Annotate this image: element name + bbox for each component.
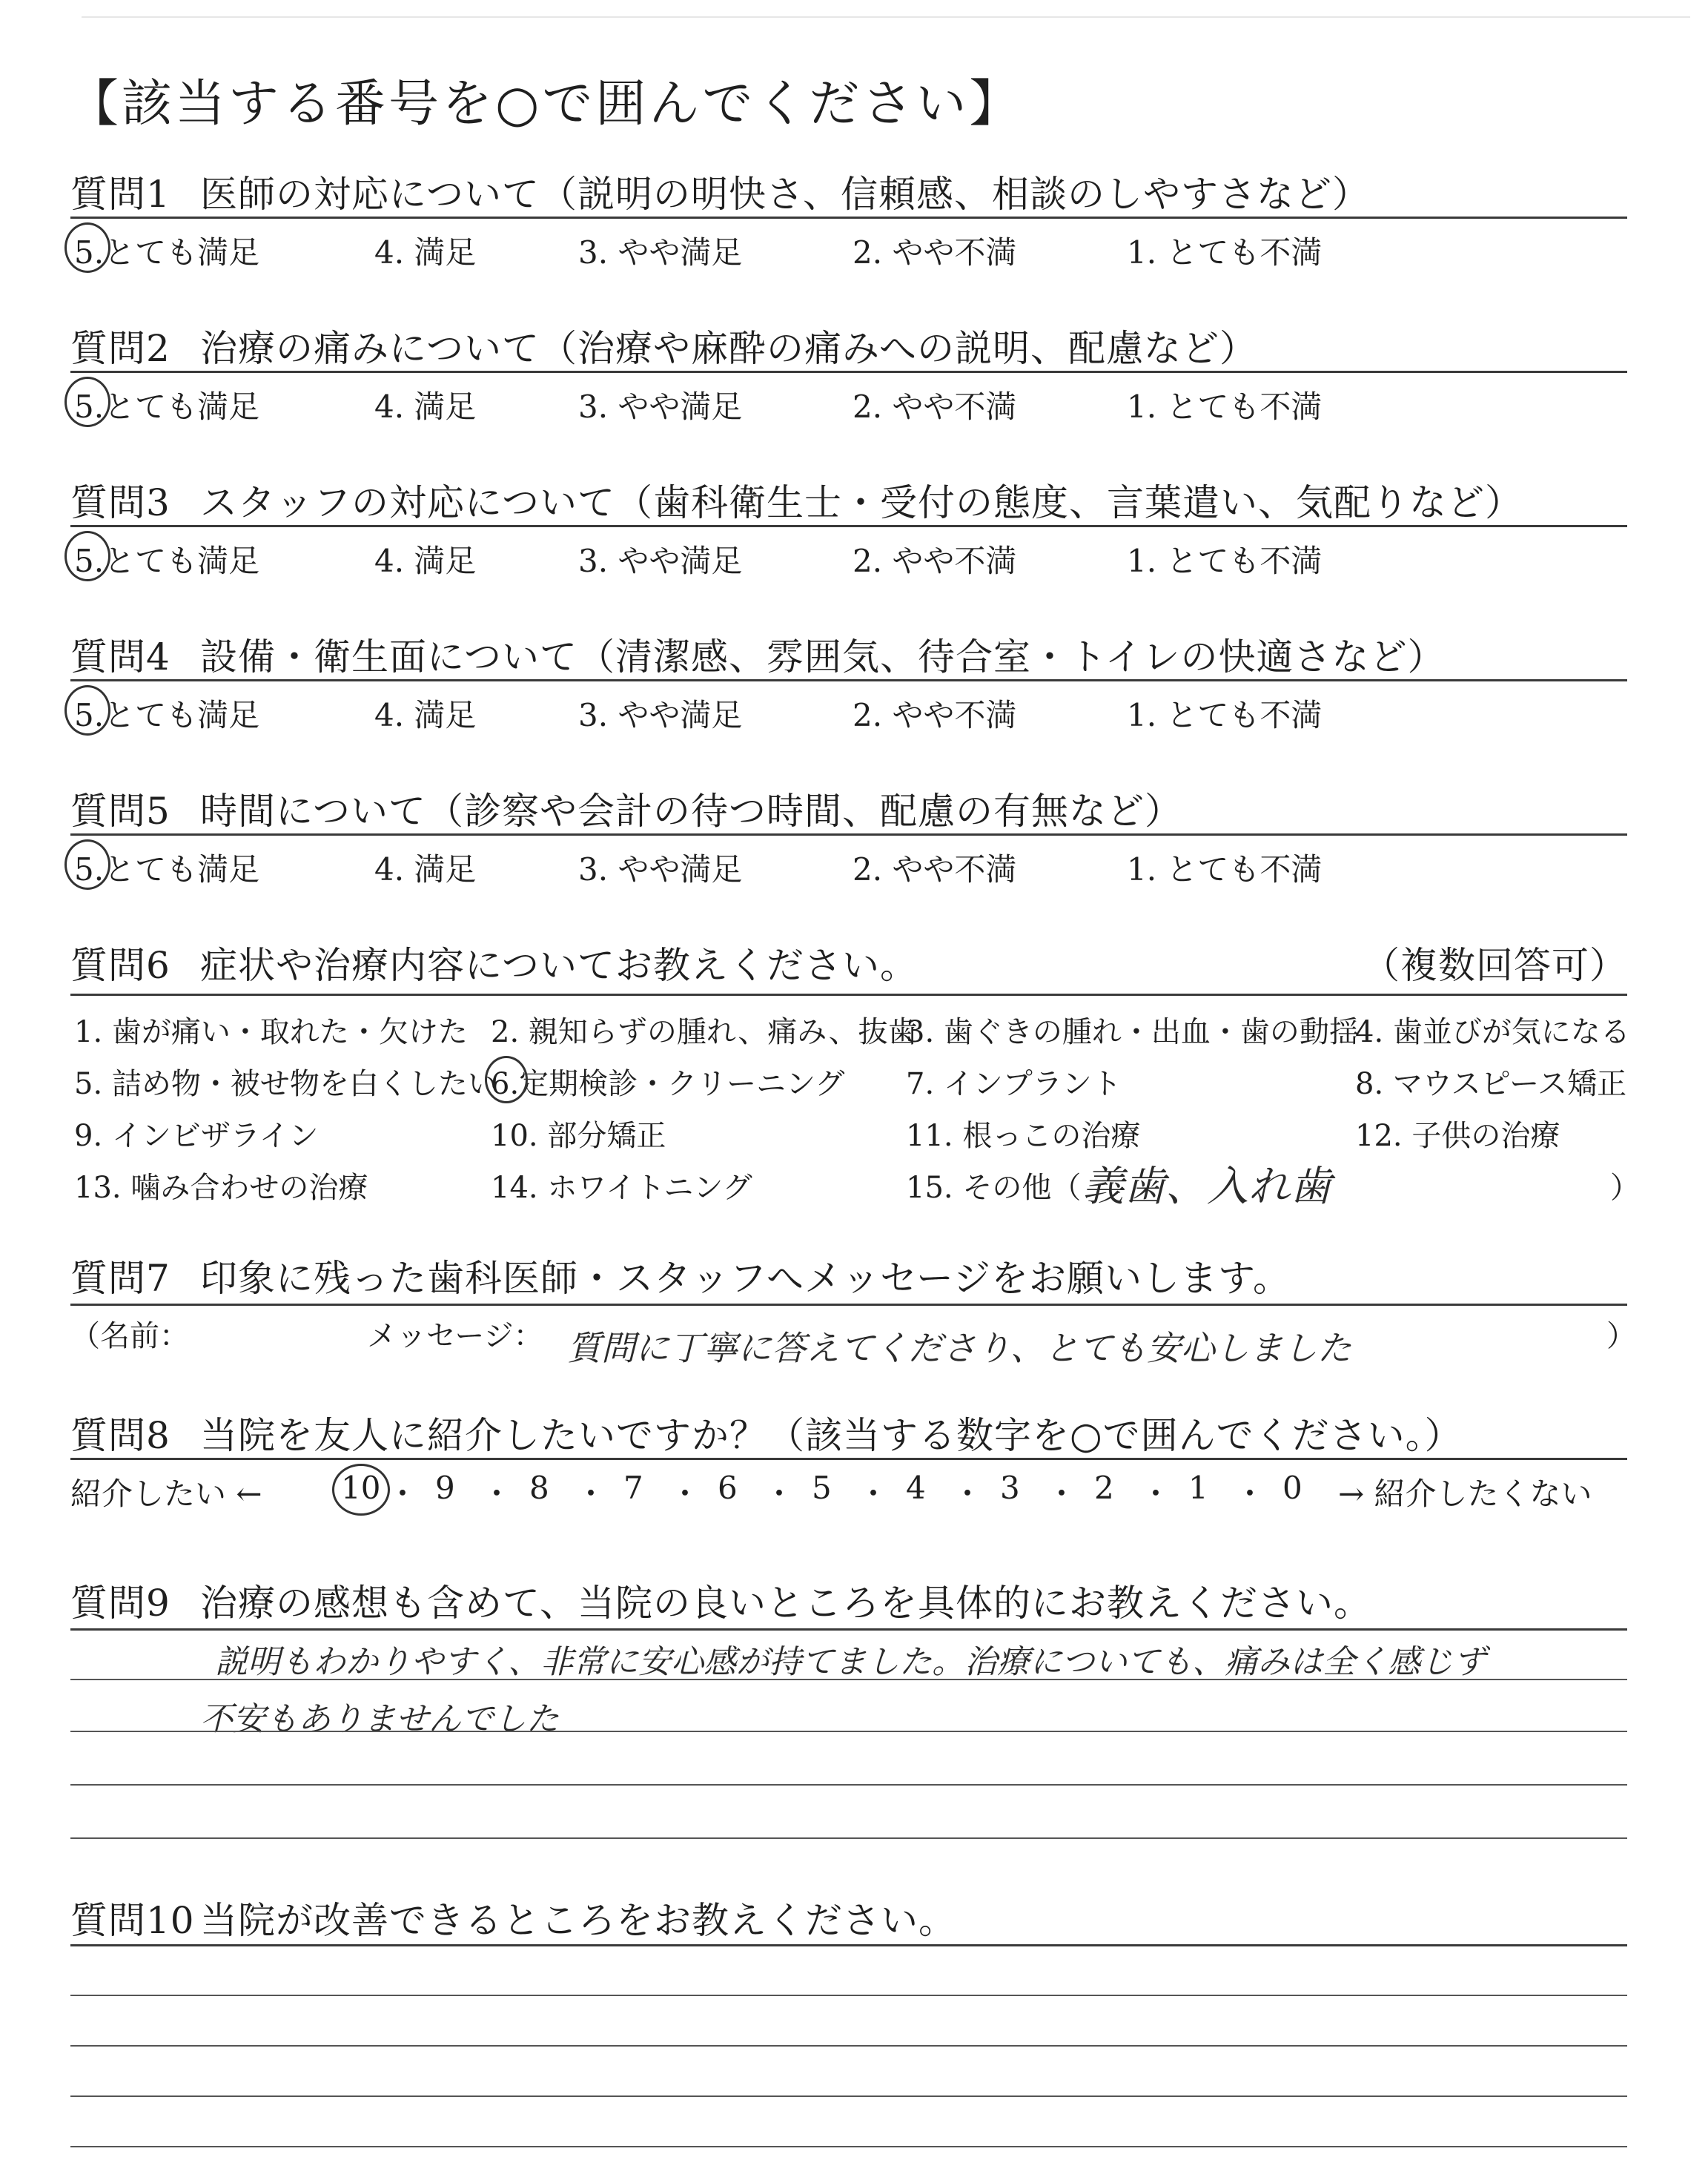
option-very-satisfied[interactable]: 5.とても満足 (74, 851, 260, 888)
question-text: 治療の痛みについて（治療や麻酔の痛みへの説明、配慮など） (200, 327, 1257, 370)
q6-option[interactable]: 2. 親知らずの腫れ、痛み、抜歯 (491, 1015, 918, 1049)
form-title: 【該当する番号を○で囲んでください】 (68, 75, 1023, 133)
answer-line (70, 2146, 1627, 2147)
question-10-rule (70, 1944, 1627, 1946)
scale-separator: ・ (481, 1476, 513, 1512)
selection-circle (64, 222, 110, 273)
q6-option[interactable]: 13. 噛み合わせの治療 (74, 1171, 368, 1205)
rating-option[interactable]: 3. やや満足 (578, 234, 743, 271)
question-9 (70, 1573, 1371, 1627)
q6-option[interactable]: 3. 歯ぐきの腫れ・出血・歯の動揺 (906, 1015, 1359, 1049)
question-number: 質問3 (70, 481, 171, 524)
q6-option[interactable]: 12. 子供の治療 (1355, 1119, 1560, 1153)
selection-circle (64, 839, 110, 890)
scale-separator: ・ (1234, 1476, 1266, 1512)
q9-answer-line-2[interactable]: 不安もありませんでした (200, 1700, 559, 1738)
question-rule (70, 833, 1627, 836)
question-8 (70, 1406, 1463, 1459)
rating-option[interactable]: 2. やや不満 (853, 389, 1017, 425)
question-text: 設備・衛生面について（清潔感、雰囲気、待合室・トイレの快適さなど） (200, 635, 1446, 678)
selection-circle (485, 1056, 528, 1103)
selection-circle (64, 377, 110, 427)
message-label: メッセージ： (367, 1319, 543, 1353)
scale-value[interactable]: 2 (1094, 1470, 1114, 1506)
rating-option[interactable]: 1. とても不満 (1127, 851, 1323, 888)
rating-option[interactable]: 3. やや満足 (578, 697, 743, 733)
question-number: 質問2 (70, 327, 171, 370)
q6-option[interactable]: 1. 歯が痛い・取れた・欠けた (74, 1015, 468, 1049)
question-text: 当院を友人に紹介したいですか？（該当する数字を○で囲んでください。） (200, 1414, 1463, 1457)
q6-option[interactable]: 11. 根っこの治療 (906, 1119, 1141, 1153)
scale-value[interactable]: 4 (906, 1470, 926, 1506)
question-number: 質問1 (70, 173, 171, 216)
question-9-rule (70, 1628, 1627, 1631)
rating-options (70, 537, 1627, 581)
option-very-satisfied[interactable]: 5.とても満足 (74, 543, 260, 579)
recommend-scale (70, 1470, 1627, 1522)
rating-option[interactable]: 3. やや満足 (578, 543, 743, 579)
rating-option[interactable]: 3. やや満足 (578, 389, 743, 425)
option-very-satisfied[interactable]: 5.とても満足 (74, 697, 260, 733)
q6-options (74, 1008, 1640, 1231)
name-label: （名前： (70, 1319, 189, 1353)
question-3 (70, 473, 1523, 526)
rating-option[interactable]: 4. 満足 (374, 851, 477, 888)
scale-separator: ・ (858, 1476, 890, 1512)
scale-value[interactable]: 7 (623, 1470, 643, 1506)
answer-line (70, 1784, 1627, 1786)
q6-option[interactable]: 10. 部分矯正 (491, 1119, 666, 1153)
rating-option[interactable]: 4. 満足 (374, 543, 477, 579)
q6-option[interactable]: 7. インプラント (906, 1067, 1122, 1101)
selection-circle (332, 1464, 390, 1516)
question-text: 時間について（診察や会計の待つ時間、配慮の有無など） (200, 790, 1182, 833)
question-1 (70, 165, 1370, 218)
selection-circle (64, 531, 110, 581)
question-rule (70, 217, 1627, 219)
question-rule (70, 525, 1627, 527)
answer-line (70, 1679, 1627, 1680)
q6-other-answer[interactable]: 義歯、入れ歯 (1082, 1163, 1331, 1211)
rating-options (70, 383, 1627, 427)
scale-value[interactable]: 0 (1282, 1470, 1302, 1506)
question-number: 質問5 (70, 790, 171, 833)
rating-option[interactable]: 4. 満足 (374, 234, 477, 271)
rating-option[interactable]: 4. 満足 (374, 389, 477, 425)
scale-separator: ・ (575, 1476, 607, 1512)
rating-option[interactable]: 2. やや不満 (853, 543, 1017, 579)
question-text: 印象に残った歯科医師・スタッフへメッセージをお願いします。 (200, 1257, 1291, 1300)
question-4 (70, 627, 1446, 681)
answer-line (70, 1731, 1627, 1732)
question-number: 質問10 (70, 1899, 195, 1942)
scale-separator: ・ (1046, 1476, 1078, 1512)
rating-option[interactable]: 2. やや不満 (853, 234, 1017, 271)
question-7-rule (70, 1304, 1627, 1306)
rating-option[interactable]: 1. とても不満 (1127, 389, 1323, 425)
q6-option-other[interactable]: 15. その他（ (906, 1171, 1082, 1205)
scale-separator: ・ (952, 1476, 984, 1512)
answer-line (70, 1837, 1627, 1839)
q7-answer-row (70, 1312, 1636, 1368)
scale-value[interactable]: 6 (718, 1470, 738, 1506)
rating-option[interactable]: 2. やや不満 (853, 851, 1017, 888)
rating-options (70, 845, 1627, 890)
scale-left-label: 紹介したい ← (70, 1476, 262, 1512)
q6-option[interactable]: 8. マウスピース矯正 (1355, 1067, 1627, 1101)
question-number: 質問9 (70, 1582, 171, 1625)
rating-option[interactable]: 3. やや満足 (578, 851, 743, 888)
question-text: 症状や治療内容についてお教えください。 (200, 944, 918, 987)
question-text: スタッフの対応について（歯科衛生士・受付の態度、言葉遣い、気配りなど） (200, 481, 1523, 524)
scale-right-label: → 紹介したくない (1338, 1476, 1592, 1512)
question-number: 質問7 (70, 1257, 171, 1300)
scale-value-selected[interactable]: 10 (341, 1470, 381, 1506)
question-6 (70, 936, 918, 989)
scale-value[interactable]: 3 (1000, 1470, 1020, 1506)
question-text: 当院が改善できるところをお教えください。 (200, 1899, 956, 1942)
answer-line (70, 1995, 1627, 1996)
message-answer[interactable]: 質問に丁寧に答えてくださり、とても安心しました (567, 1328, 1351, 1368)
answer-line (70, 2095, 1627, 2097)
selection-circle (64, 685, 110, 736)
message-close: ） (1606, 1319, 1636, 1353)
scale-separator: ・ (387, 1476, 419, 1512)
answer-line (70, 2045, 1627, 2047)
question-rule (70, 679, 1627, 681)
question-6-rule (70, 994, 1627, 996)
scale-value[interactable]: 8 (529, 1470, 549, 1506)
question-text: 医師の対応について（説明の明快さ、信頼感、相談のしやすさなど） (200, 173, 1370, 216)
question-7 (70, 1249, 1291, 1302)
rating-option[interactable]: 2. やや不満 (853, 697, 1017, 733)
option-very-satisfied[interactable]: 5.とても満足 (74, 234, 260, 271)
question-10 (70, 1891, 956, 1944)
q6-option[interactable]: 9. インビザライン (74, 1119, 319, 1153)
scale-value[interactable]: 5 (812, 1470, 832, 1506)
q6-option[interactable]: 5. 詰め物・被せ物を白くしたい (74, 1067, 497, 1101)
q6-option[interactable]: 4. 歯並びが気になる (1355, 1015, 1630, 1049)
question-number: 質問4 (70, 635, 171, 678)
question-5 (70, 782, 1182, 835)
scale-separator: ・ (669, 1476, 701, 1512)
rating-options (70, 691, 1627, 736)
rating-option[interactable]: 4. 満足 (374, 697, 477, 733)
question-number: 質問6 (70, 944, 171, 987)
scale-value[interactable]: 9 (435, 1470, 455, 1506)
question-rule (70, 371, 1627, 373)
rating-option[interactable]: 1. とても不満 (1127, 234, 1323, 271)
scale-value[interactable]: 1 (1188, 1470, 1208, 1506)
question-number: 質問8 (70, 1414, 171, 1457)
rating-option[interactable]: 1. とても不満 (1127, 543, 1323, 579)
scale-separator: ・ (764, 1476, 795, 1512)
top-border (82, 16, 1690, 18)
question-2 (70, 319, 1257, 372)
rating-option[interactable]: 1. とても不満 (1127, 697, 1323, 733)
question-text: 治療の感想も含めて、当院の良いところを具体的にお教えください。 (200, 1582, 1371, 1625)
scale-separator: ・ (1140, 1476, 1172, 1512)
q9-answer-line-1[interactable]: 説明もわかりやすく、非常に安心感が持てました。治療についても、痛みは全く感じず (215, 1643, 1486, 1681)
multiple-answer-note: （複数回答可） (1363, 944, 1627, 987)
q6-option-selected[interactable]: 6.定期検診・クリーニング (491, 1067, 845, 1101)
q6-other-close: ） (1610, 1171, 1640, 1205)
option-very-satisfied[interactable]: 5.とても満足 (74, 389, 260, 425)
rating-options (70, 228, 1627, 273)
question-8-rule (70, 1458, 1627, 1460)
q6-option[interactable]: 14. ホワイトニング (491, 1171, 752, 1205)
